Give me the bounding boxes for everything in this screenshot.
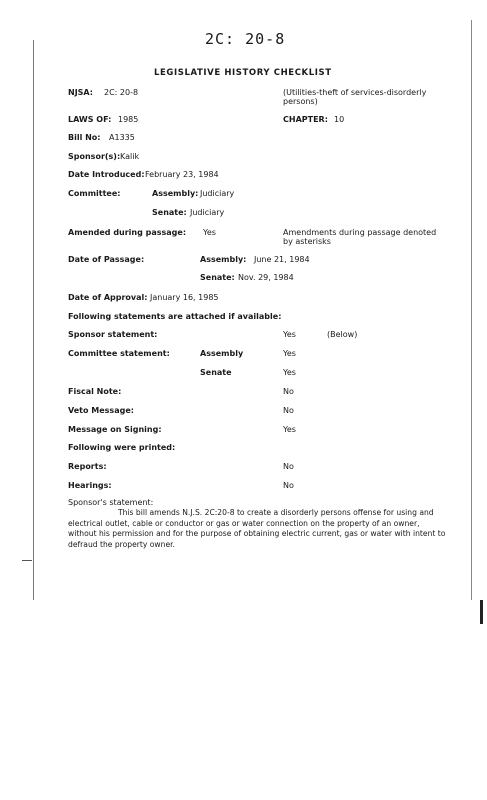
chapter-value: 10 [334, 115, 345, 124]
njsa-label: NJSA: [68, 88, 93, 97]
committee-statement-senate-label: Senate [200, 368, 232, 377]
document-title: LEGISLATIVE HISTORY CHECKLIST [154, 68, 332, 78]
bill-no-value: A1335 [109, 133, 135, 142]
passage-senate-value: Nov. 29, 1984 [238, 273, 294, 282]
laws-of-label: LAWS OF: [68, 115, 112, 124]
reports-value: No [283, 462, 294, 471]
committee-statement-assembly-label: Assembly [200, 349, 244, 358]
veto-message-label: Veto Message: [68, 406, 134, 415]
right-scan-mark [480, 600, 483, 624]
njsa-note-line1: (Utilities-theft of services-disorderly [283, 88, 427, 97]
left-scan-edge [33, 40, 34, 600]
bill-no-label: Bill No: [68, 133, 101, 142]
amended-note-line2: by asterisks [283, 237, 331, 246]
sponsor-label: Sponsor(s): [68, 152, 121, 161]
sponsors-statement-paragraph [68, 508, 448, 550]
sponsors-statement-heading: Sponsor's statement: [68, 498, 154, 507]
following-attached-heading: Following statements are attached if available: [68, 312, 282, 321]
committee-statement-assembly-value: Yes [283, 349, 296, 358]
committee-senate-value: Judiciary [190, 208, 225, 217]
committee-assembly-label: Assembly: [152, 189, 199, 198]
following-printed-heading: Following were printed: [68, 443, 176, 452]
njsa-note-line2: persons) [283, 97, 318, 106]
sponsors-statement-text: This bill amends N.J.S. 2C:20-8 to create a disorderly persons offense for using and electrical outlet, cable or conductor or gas or water connection on the property of an owner, without his permission and for the purpose of obtaining electric current, gas or water with intent to defraud the property owner. [68, 508, 446, 549]
passage-assembly-label: Assembly: [200, 255, 247, 264]
date-of-passage-label: Date of Passage: [68, 255, 145, 264]
committee-senate-label: Senate: [152, 208, 187, 217]
date-introduced-value: February 23, 1984 [145, 170, 219, 179]
committee-statement-label: Committee statement: [68, 349, 170, 358]
committee-label: Committee: [68, 189, 121, 198]
hearings-value: No [283, 481, 294, 490]
reports-label: Reports: [68, 462, 107, 471]
amended-label: Amended during passage: [68, 228, 187, 237]
sponsor-value: Kalik [120, 152, 140, 161]
amended-value: Yes [203, 228, 216, 237]
message-on-signing-label: Message on Signing: [68, 425, 162, 434]
laws-of-value: 1985 [118, 115, 139, 124]
veto-message-value: No [283, 406, 294, 415]
message-on-signing-value: Yes [283, 425, 296, 434]
passage-assembly-value: June 21, 1984 [254, 255, 310, 264]
fiscal-note-value: No [283, 387, 294, 396]
sponsor-statement-label: Sponsor statement: [68, 330, 158, 339]
handwritten-reference: 2C: 20-8 [205, 30, 286, 48]
date-of-approval-label: Date of Approval: [68, 293, 148, 302]
committee-statement-senate-value: Yes [283, 368, 296, 377]
passage-senate-label: Senate: [200, 273, 235, 282]
right-scan-edge [471, 20, 472, 600]
left-scan-mark [22, 560, 32, 561]
committee-assembly-value: Judiciary [200, 189, 235, 198]
fiscal-note-label: Fiscal Note: [68, 387, 122, 396]
date-introduced-label: Date Introduced: [68, 170, 145, 179]
chapter-label: CHAPTER: [283, 115, 328, 124]
date-of-approval-value: January 16, 1985 [150, 293, 219, 302]
njsa-value: 2C: 20-8 [104, 88, 139, 97]
amended-note-line1: Amendments during passage denoted [283, 228, 437, 237]
hearings-label: Hearings: [68, 481, 112, 490]
sponsor-statement-note: (Below) [327, 330, 358, 339]
sponsor-statement-value: Yes [283, 330, 296, 339]
